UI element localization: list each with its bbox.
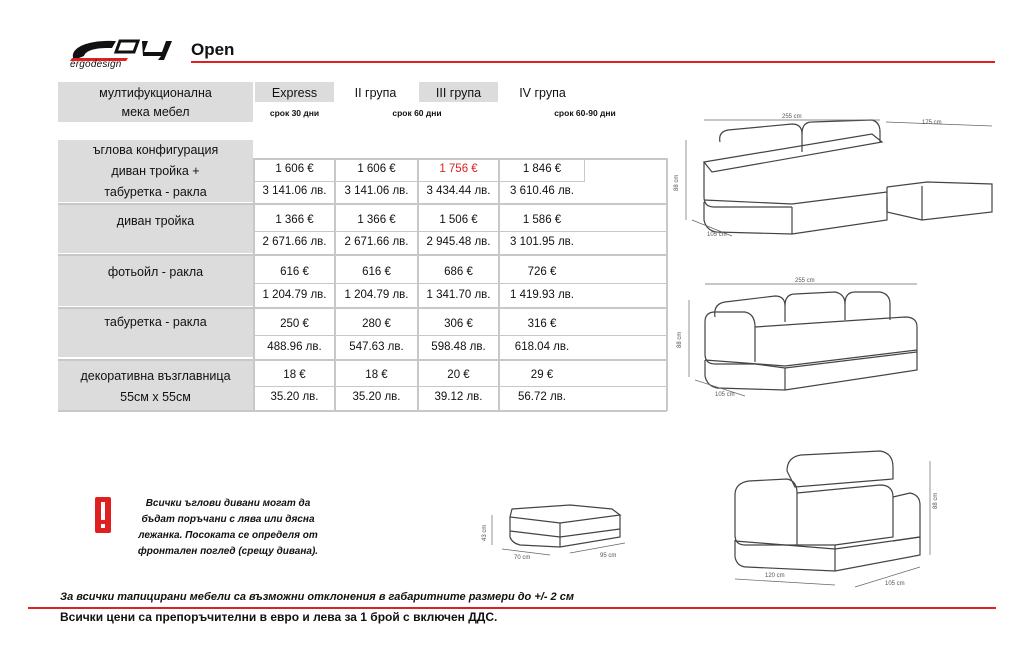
header-group-express: Express: [271, 86, 318, 100]
price-bgn: 2 945.48 лв.: [426, 236, 491, 248]
grid-line: [58, 307, 667, 309]
price-eur: 1 846 €: [522, 163, 562, 175]
grid-line: [255, 231, 667, 232]
price-eur: 726 €: [527, 266, 557, 278]
dim-corner-w: 255 cm: [782, 114, 802, 120]
price-bgn: 547.63 лв.: [349, 341, 404, 353]
price-eur: 616 €: [362, 266, 391, 278]
note-line: фронтален поглед (срещу дивана).: [137, 546, 319, 557]
row-label: [58, 366, 253, 408]
price-eur: 280 €: [362, 318, 391, 330]
dim-pouf-w: 70 cm: [514, 555, 531, 561]
term-group-4: срок 60-90 дни: [554, 108, 616, 118]
price-eur: 20 €: [447, 369, 470, 381]
price-bgn: 1 204.79 лв.: [262, 289, 327, 301]
grid-line: [255, 335, 667, 336]
price-bgn: 35.20 лв.: [270, 391, 319, 403]
dim-pouf-d: 95 cm: [600, 553, 617, 559]
price-eur: 250 €: [280, 318, 309, 330]
row-label-line: ъглова конфигурация: [92, 143, 219, 157]
corner-sofa-drawing: [672, 112, 1002, 242]
price-bgn: 2 671.66 лв.: [262, 236, 327, 248]
price-bgn: 618.04 лв.: [514, 341, 570, 353]
dim-corner-ext: 175 cm: [922, 120, 942, 126]
dim-pouf-h: 43 cm: [482, 524, 488, 541]
price-bgn: 1 341.70 лв.: [426, 289, 491, 301]
armchair-drawing: [705, 445, 945, 595]
header-group-2: II група: [354, 86, 397, 100]
price-bgn: 2 671.66 лв.: [344, 236, 409, 248]
note-line: Всички ъглови дивани могат да: [145, 498, 311, 509]
header-label-line1: мултифукционална: [99, 86, 212, 100]
pouf-drawing: [480, 495, 640, 565]
price-eur: 1 366 €: [275, 214, 314, 226]
price-bgn: 1 419.93 лв.: [510, 289, 574, 301]
row-label-line: табуретка - ракла: [104, 185, 207, 199]
price-bgn: 1 204.79 лв.: [344, 289, 409, 301]
term-express: срок 30 дни: [269, 108, 320, 118]
grid-line: [584, 158, 585, 182]
note-line: лежанка. Посоката се определя от: [138, 530, 318, 541]
direction-note: [118, 496, 338, 560]
grid-line: [58, 254, 667, 256]
price-eur-highlight: 1 756 €: [439, 163, 478, 175]
footer-price-note: Всички цени са препоръчителни в евро и лева за 1 брой с включен ДДС.: [60, 610, 498, 624]
row-label-line: декоративна възглавница: [80, 369, 231, 383]
row-label: фотьойл - ракла: [107, 265, 204, 279]
price-bgn: 3 101.95 лв.: [510, 236, 574, 248]
header-group-4: IV група: [519, 86, 566, 100]
price-bgn: 3 610.46 лв.: [510, 185, 574, 197]
dim-sofa-w: 255 cm: [795, 278, 815, 284]
price-bgn: 56.72 лв.: [518, 391, 566, 403]
price-eur: 306 €: [444, 318, 473, 330]
grid-line: [255, 386, 667, 387]
price-eur: 686 €: [444, 266, 473, 278]
price-eur: 1 586 €: [522, 214, 562, 226]
price-eur: 316 €: [527, 318, 557, 330]
term-group-2-3: срок 60 дни: [392, 108, 442, 118]
dim-chair-w: 120 cm: [765, 573, 785, 579]
grid-line: [255, 283, 667, 284]
price-eur: 1 606 €: [357, 163, 396, 175]
price-eur: 1 606 €: [275, 163, 314, 175]
footer-divider: [28, 607, 996, 609]
price-bgn: 598.48 лв.: [431, 341, 486, 353]
dim-sofa-h: 88 cm: [677, 331, 683, 348]
sofa-drawing: [675, 272, 935, 402]
price-eur: 1 506 €: [439, 214, 478, 226]
price-bgn: 3 434.44 лв.: [426, 185, 491, 197]
row-label: табуретка - ракла: [104, 315, 207, 329]
grid-line: [58, 203, 667, 205]
page-title: Open: [191, 40, 235, 59]
row-label-line: диван тройка +: [111, 164, 200, 178]
dim-chair-d: 105 cm: [885, 581, 905, 587]
dim-chair-h: 88 cm: [933, 492, 939, 509]
dim-sofa-d: 105 cm: [715, 392, 735, 398]
price-eur: 1 366 €: [357, 214, 396, 226]
price-eur: 18 €: [283, 369, 306, 381]
logo-text: ergodesign: [70, 59, 122, 70]
dim-corner-h: 88 cm: [674, 174, 680, 191]
price-bgn: 35.20 лв.: [352, 391, 401, 403]
grid-line: [58, 410, 667, 412]
grid-line: [58, 359, 667, 361]
grid-line: [255, 181, 585, 182]
grid-line: [255, 158, 667, 160]
row-label: [58, 140, 253, 203]
price-eur: 29 €: [530, 369, 554, 381]
price-bgn: 3 141.06 лв.: [344, 185, 409, 197]
row-label: диван тройка: [116, 214, 195, 228]
price-bgn: 3 141.06 лв.: [262, 185, 327, 197]
note-line: бъдат поръчани с лява или дясна: [141, 514, 315, 525]
warning-icon: [95, 497, 111, 533]
footer-tolerance-note: За всички тапицирани мебели са възможни отклонения в габаритните размери до +/- 2 см: [60, 591, 574, 603]
price-bgn: 39.12 лв.: [434, 391, 483, 403]
header-label-line2: мека мебел: [121, 105, 190, 119]
price-eur: 616 €: [280, 266, 309, 278]
dim-corner-d: 105 cm: [707, 232, 727, 238]
row-label-line: 55см х 55см: [120, 390, 191, 404]
price-bgn: 488.96 лв.: [267, 341, 322, 353]
header-divider: [191, 61, 995, 63]
grid-line: [666, 158, 668, 411]
header-group-3: III група: [435, 86, 482, 100]
price-eur: 18 €: [365, 369, 388, 381]
